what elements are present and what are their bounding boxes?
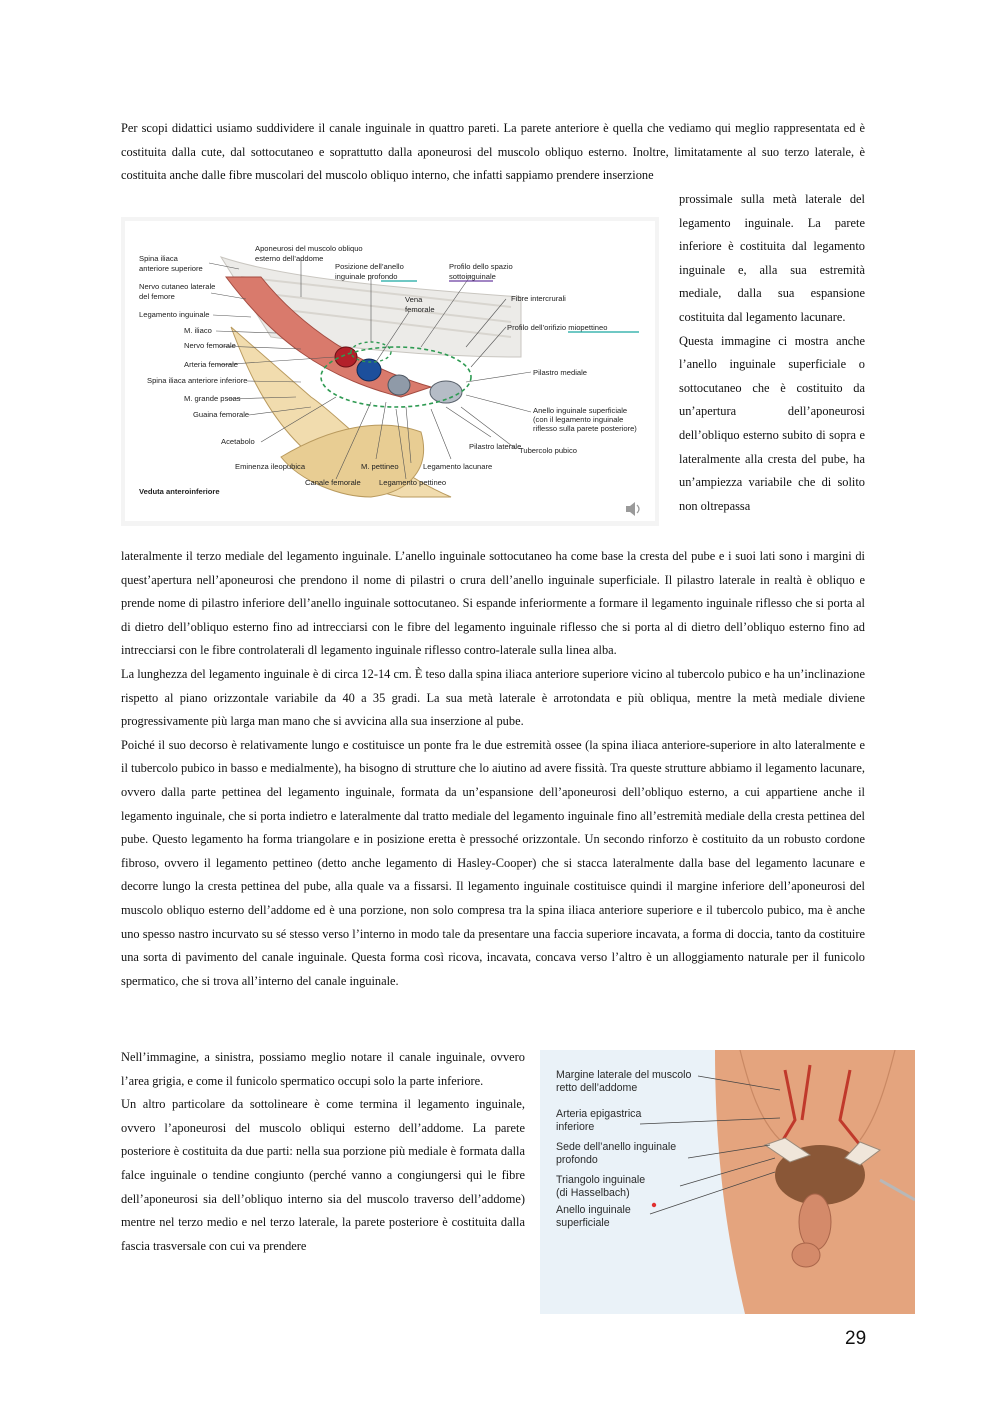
figure-1-caption: Veduta anteroinferiore (139, 487, 220, 496)
label-spina-iliaca-inferiore: Spina iliaca anteriore inferiore (147, 376, 248, 385)
label-arteria-femorale: Arteria femorale (184, 360, 239, 369)
label-triangolo-inguinale: Triangolo inguinale (556, 1174, 646, 1186)
bottom-text-column (121, 1046, 525, 1258)
figure-inguinal-surface-anatomy (540, 1050, 915, 1314)
figure-1-illustration (121, 217, 659, 526)
label-fibre-intercrurali: Fibre intercrurali (511, 294, 566, 303)
label-profondo: profondo (556, 1154, 598, 1166)
label-legamento-lacunare: Legamento lacunare (423, 462, 493, 471)
body-text-block (121, 545, 865, 993)
label-retto-addome: retto dell’addome (556, 1082, 638, 1094)
paragraph-anello-continued: lateralmente il terzo mediale del legamento inguinale. L’anello inguinale sottocutaneo ha come base la cresta del pube e i suoi lati sono i margini di quest’apertura nell’aponeurosi che prendono il nome di pilastri o crura dell’anello inguinale superficiale. Il pilastro laterale in realtà è obliquo e prende nome di pilastro inferiore dell’anello inguinale sottocutaneo. Si espande inferiormente a formare il legamento inguinale riflesso che si porta al di dietro dell’obliquo esterno fino ad intrecciarsi con le fibre del legamento inguinale riflesso che si porta al di dietro dell’obliquo esterno fino ad intrecciarsi con le fibre controlaterali dl legamento inguinale riflesso contro-laterale sulla linea alba. (121, 549, 865, 658)
figure-2-illustration (540, 1050, 915, 1314)
paragraph-side-2: Questa immagine ci mostra anche l’anello inguinale superficiale o sottocutaneo che è costituito da un’apertura dell’aponeurosi dell’obliquo esterno subito di sopra e lateralmente alla cresta del pube, ha un’ampiezza variabile che di solito non oltrepassa (679, 333, 865, 513)
label-anello-superficiale: Anello inguinale superficiale (533, 406, 628, 415)
side-column-text (679, 188, 865, 518)
label-esterno-addome: esterno dell’addome (255, 254, 324, 263)
label-pilastro-mediale: Pilastro mediale (533, 368, 588, 377)
label-acetabolo: Acetabolo (221, 437, 255, 446)
label-tubercolo-pubico: Tubercolo pubico (519, 446, 577, 455)
label-sottoinguinale: sottoinguinale (449, 272, 496, 281)
label-eminenza-ileopubica: Eminenza ileopubica (235, 462, 306, 471)
paragraph-particolare: Un altro particolare da sottolineare è come termina il legamento inguinale, ovvero l’aponeurosi del muscolo obliqui esterno dell’addome. La parete posteriore è costituita da due parti: nella sua porzione più mediale è formata dalla falce inguinale o tendine congiunto (perché vanno a congiungersi qui le fibre dell’aponeurosi sia dell’obliquo interno sia del muscolo traverso dell’addome) mentre nel terzo medio e nel terzo laterale, la parete posteriore è costituita dalla fascia trasversale con cui va prendere (121, 1097, 525, 1253)
label-profilo-orifizio: Profilo dell’orifizio miopettineo (507, 323, 608, 332)
label-sede-anello: Sede dell’anello inguinale (556, 1141, 677, 1153)
paragraph-side-1: prossimale sulla metà laterale del legamento inguinale. La parete inferiore è costituita dal legamento inguinale e, alla sua estremità mediale, dalla sua espansione costituita dal legamento lacunare. (679, 192, 865, 324)
label-anteriore-superiore: anteriore superiore (139, 264, 203, 273)
label-guaina-femorale: Guaina femorale (193, 410, 250, 419)
label-grande-psoas: M. grande psoas (184, 394, 241, 403)
label-arteria-epigastrica: Arteria epigastrica (556, 1108, 642, 1120)
marker-anello-superficiale (652, 1203, 656, 1207)
page-number: 29 (845, 1328, 867, 1349)
label-inguinale-profondo: inguinale profondo (335, 272, 398, 281)
paragraph-intro (121, 117, 865, 188)
label-nervo-cutaneo: Nervo cutaneo laterale (139, 282, 216, 291)
label-con-legamento: (con il legamento inguinale (533, 415, 624, 424)
label-anello-inguinale: Anello inguinale (556, 1204, 631, 1216)
label-inferiore: inferiore (556, 1121, 595, 1133)
label-hasselbach: (di Hasselbach) (556, 1187, 630, 1199)
label-riflesso-parete: riflesso sulla parete posteriore) (533, 424, 637, 433)
label-profilo-spazio: Profilo dello spazio (449, 262, 513, 271)
label-m-iliaco: M. iliaco (184, 326, 212, 335)
label-superficiale: superficiale (556, 1217, 610, 1229)
figure-inguinal-canal-anteroinferior (121, 217, 659, 526)
label-pilastro-laterale: Pilastro laterale (469, 442, 522, 451)
label-margine-laterale: Margine laterale del muscolo (556, 1069, 692, 1081)
label-del-femore: del femore (139, 292, 175, 301)
paragraph-immagine: Nell’immagine, a sinistra, possiamo meglio notare il canale inguinale, ovvero l’area grigia, e come il funicolo spermatico occupi solo la parte inferiore. (121, 1050, 525, 1088)
label-m-pettineo: M. pettineo (361, 462, 399, 471)
label-femorale: femorale (405, 305, 435, 314)
paragraph-lunghezza: La lunghezza del legamento inguinale è di circa 12-14 cm. È teso dalla spina iliaca anteriore superiore vicino al tubercolo pubico e ha un’inclinazione rispetto al piano orizzontale variabile da 40 a 35 gradi. La sua metà laterale è arrotondata e più obliqua, mentre la metà mediale diviene progressivamente più larga man mano che si avvicina alla sua inserzione al pube. (121, 666, 865, 729)
label-legamento-inguinale: Legamento inguinale (139, 310, 210, 319)
label-posizione-anello: Posizione dell’anello (335, 262, 404, 271)
label-legamento-pettineo: Legamento pettineo (379, 478, 447, 487)
label-aponeurosi: Aponeurosi del muscolo obliquo (255, 244, 363, 253)
paragraph-text: Per scopi didattici usiamo suddividere il canale inguinale in quattro pareti. La parete anteriore è quella che vediamo qui meglio rappresentata ed è costituita dalla cute, dal sottocutaneo e soprattutto dalla aponeurosi del muscolo obliquo esterno. Inoltre, limitatamente al suo terzo laterale, è costituita anche dalle fibre muscolari del muscolo obliquo interno, che infatti sappiamo prendere inserzione (121, 121, 865, 183)
label-vena: Vena (405, 295, 423, 304)
label-canale-femorale: Canale femorale (305, 478, 361, 487)
label-nervo-femorale: Nervo femorale (184, 341, 236, 350)
label-spina-iliaca: Spina iliaca (139, 254, 178, 263)
paragraph-decorso: Poiché il suo decorso è relativamente lungo e costituisce un ponte fra le due estremità ossee (la spina iliaca anteriore-superiore in alto lateralmente e il tubercolo pubico in basso e medialmente), ha bisogno di strutture che lo aiutino ad avere fissità. Tra queste strutture abbiamo il legamento lacunare, ovvero dalla parte pettinea del legamento inguinale, formata da un’espansione dell’aponeurosi dell’obliquo esterno, a cui appartiene anche il legamento inguinale, che si porta indietro e lateralmente dal tratto mediale del legamento inguinale fino all’estremità mediale della cresta pettinea del pube. Questo legamento ha forma triangolare e in posizione eretta è pressoché orizzontale. Un secondo rinforzo è costituito da un robusto cordone fibroso, ovvero il legamento pettineo (detto anche legamento di Hasley-Cooper) che si stacca lateralmente dalla base del legamento lacunare e decorre lungo la cresta pettinea del pube, alla quale va a fissarsi. Il legamento inguinale costituisce quindi il margine inferiore dell’aponeurosi del muscolo obliquo esterno dell’addome ed è una porzione, non solo compresa tra la spina iliaca anteriore superiore e il tubercolo pubico, ma è anche uno spesso nastro incurvato su sé stesso verso l’interno in modo tale da presentare una faccia superiore incavata, a forma di doccia, tanto da costituire una sorta di pavimento del canale inguinale. Questa forma così ricova, incavata, concava verso l’altro è un alloggiamento naturale per il funicolo spermatico, che si trova all’interno del canale inguinale. (121, 737, 865, 988)
